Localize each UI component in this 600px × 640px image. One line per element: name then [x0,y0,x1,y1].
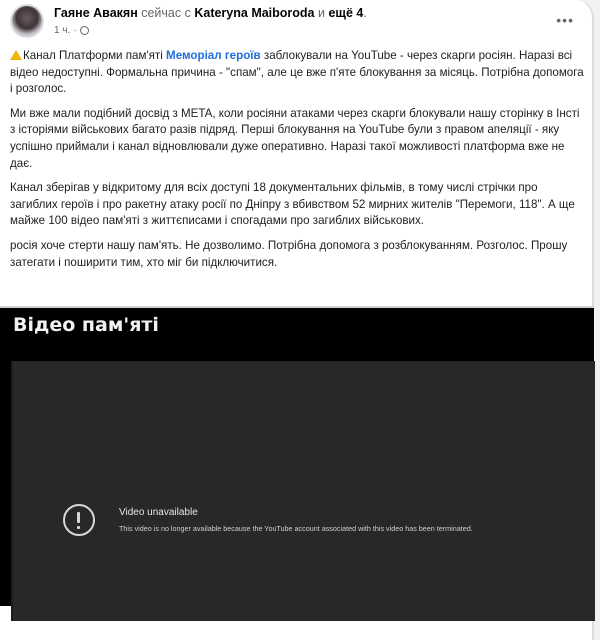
tagged-others[interactable]: ещё 4 [328,6,364,20]
paragraph-4: росія хоче стерти нашу пам'ять. Не дозволимо. Потрібна допомога з розблокуванням. Розголос. Прошу затегати і поширити тим, хто міг би підключитися. [10,238,568,269]
post-body [10,48,584,279]
post-meta: 1 ч. · [54,25,89,36]
globe-icon [80,26,89,35]
paragraph-3: Канал зберігав у відкритому для всіх доступі 18 документальних фільмів, в тому числі стрічки про загиблих героїв і про ракетну атаку росії по Дніпру з вбивством 52 мирних жителів "Перемоги, 118". А ще майже 100 відео пам'яті з життєписами і спогадами про загиблих військових. [10,181,575,228]
video-embed[interactable] [0,306,594,606]
alert-circle-icon [63,504,95,536]
author-name[interactable]: Гаяне Авакян [54,6,138,20]
paragraph-2: Ми вже мали подібний досвід з META, коли росіяни атаками через скарги блокували нашу сторінку в Інсті з історіями військових багато разів підряд. Перші блокування на YouTube були з правом апеляції - яку успішно приймали і канал відновлювали дуже оперативно. Наразі такої можливості платформа вже не дає. [10,106,580,170]
more-options-button[interactable]: ••• [556,12,574,28]
post-header [10,4,590,40]
video-title: Відео пам'яті [13,314,159,336]
video-unavailable-notice [63,504,473,536]
unavailable-message: This video is no longer available because the YouTube account associated with this video has been terminated. [119,524,473,533]
video-player[interactable] [11,361,595,621]
unavailable-title: Video unavailable [119,507,198,518]
tagged-user[interactable]: Kateryna Maiboroda [194,6,315,20]
with-prefix: сейчас с [141,6,191,20]
post-timestamp[interactable]: 1 ч. [54,25,71,36]
author-avatar[interactable] [10,4,44,38]
paragraph-1: Канал Платформи пам'яті Меморіал героїв заблокували на YouTube - через скарги росіян. Наразі всі відео недоступні. Формальна причина - "спам", але це вже п'яте блокування за місяць. Потрібна допомога і розголос. [10,49,584,96]
author-line: Гаяне Авакян сейчас с Kateryna Maiboroda и ещё 4. [54,6,367,20]
warning-icon [10,50,22,60]
memorial-link[interactable]: Меморіал героїв [166,49,261,62]
and-text: и [318,6,325,20]
